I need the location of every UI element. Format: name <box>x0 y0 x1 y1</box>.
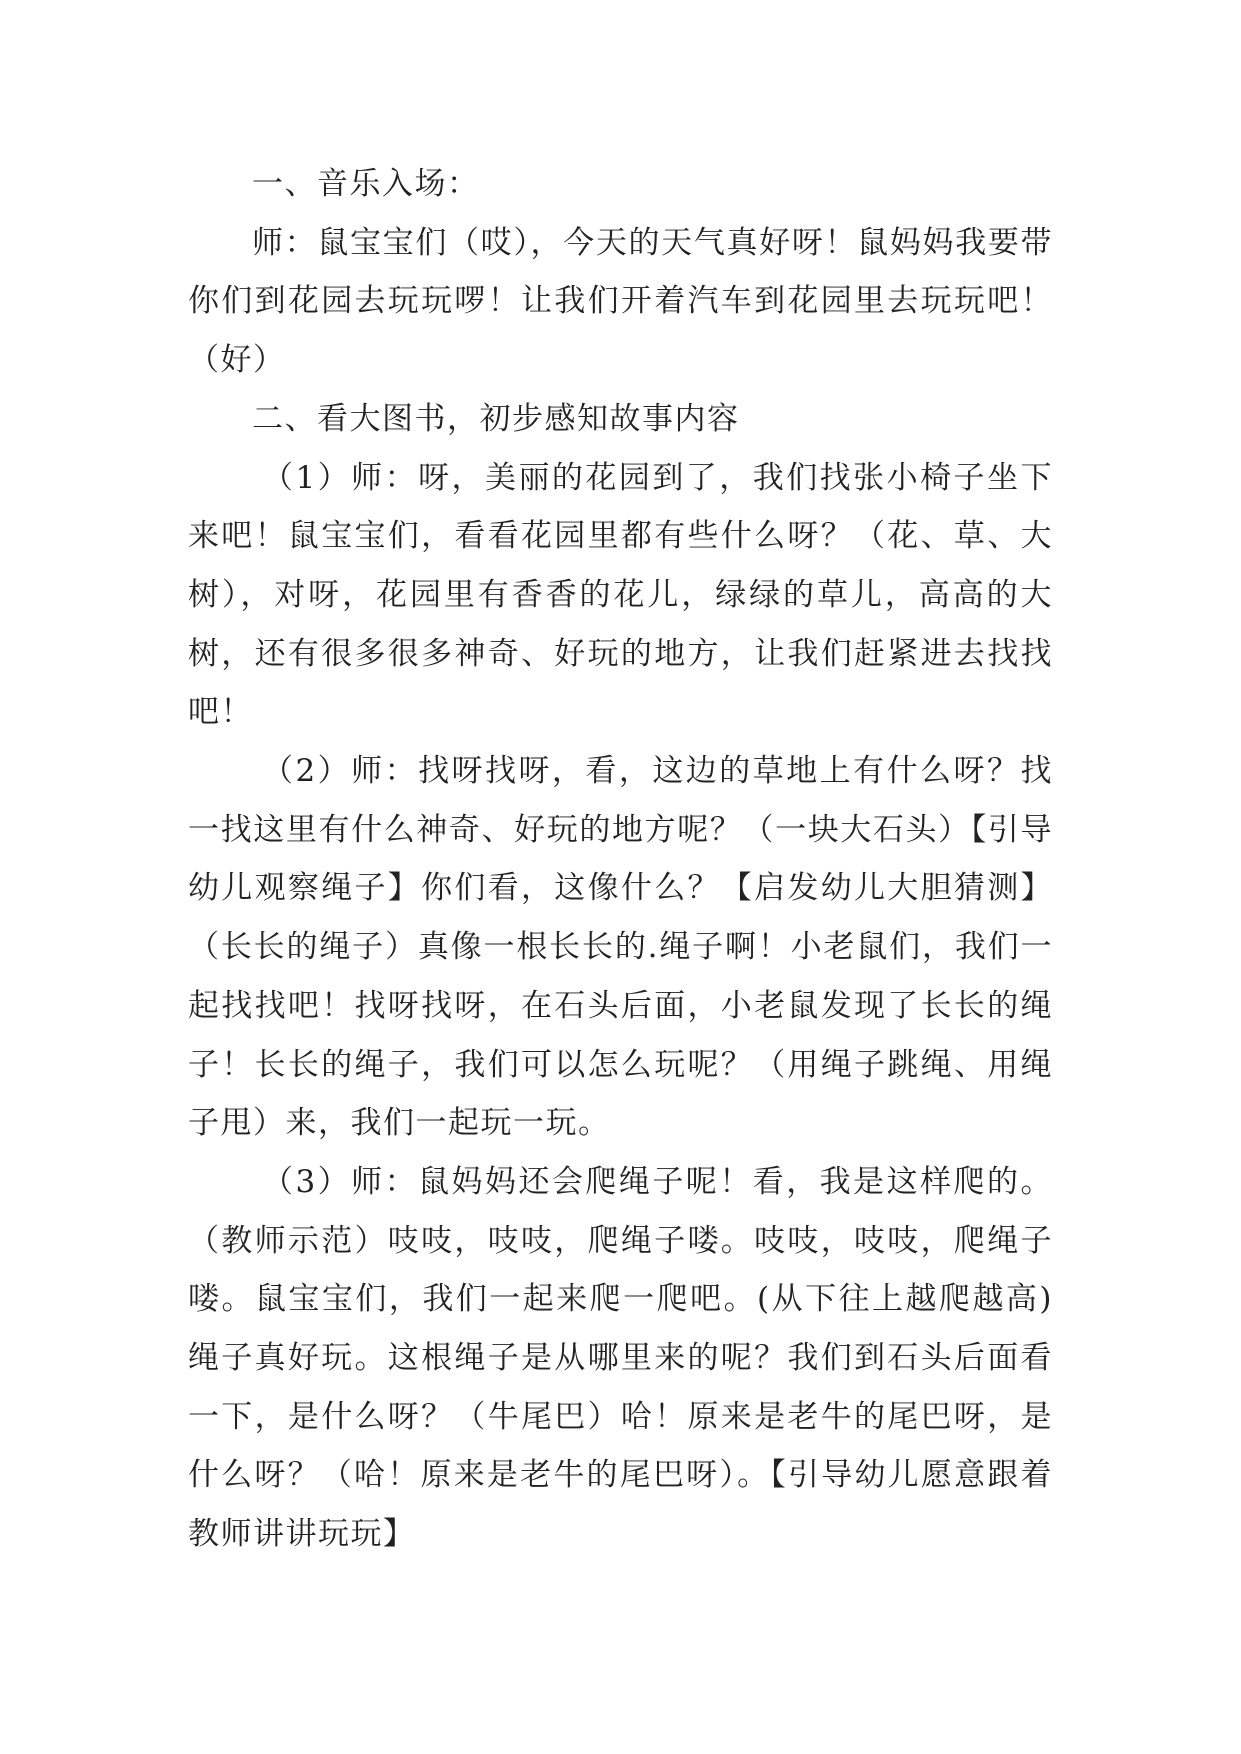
document-body <box>188 155 1053 1564</box>
section-heading-music-entry: 一、音乐入场： <box>252 166 480 202</box>
paragraph-teacher-intro: 师：鼠宝宝们（哎），今天的天气真好呀！鼠妈妈我要带你们到花园去玩玩啰！让我们开着汽车到花园里去玩玩吧！（好） <box>188 224 1053 379</box>
paragraph-step-1: （1）师：呀，美丽的花园到了，我们找张小椅子坐下来吧！鼠宝宝们，看看花园里都有些什么呀？（花、草、大树），对呀，花园里有香香的花儿，绿绿的草儿，高高的大树，还有很多很多神奇、好玩的地方，让我们赶紧进去找找吧！ <box>188 459 1053 731</box>
paragraph-step-2: （2）师：找呀找呀，看，这边的草地上有什么呀？找一找这里有什么神奇、好玩的地方呢？（一块大石头）【引导幼儿观察绳子】你们看，这像什么？【启发幼儿大胆猜测】（长长的绳子）真像一根长长的.绳子啊！小老鼠们，我们一起找找吧！找呀找呀，在石头后面，小老鼠发现了长长的绳子！长长的绳子，我们可以怎么玩呢？（用绳子跳绳、用绳子甩）来，我们一起玩一玩。 <box>188 753 1053 1142</box>
paragraph-step-3: （3）师：鼠妈妈还会爬绳子呢！看，我是这样爬的。（教师示范）吱吱，吱吱，爬绳子喽。吱吱，吱吱，爬绳子喽。鼠宝宝们，我们一起来爬一爬吧。(从下往上越爬越高)绳子真好玩。这根绳子是从哪里来的呢？我们到石头后面看一下，是什么呀？（牛尾巴）哈！原来是老牛的尾巴呀，是什么呀？（哈！原来是老牛的尾巴呀）。【引导幼儿愿意跟着教师讲讲玩玩】 <box>188 1163 1053 1553</box>
section-heading-big-picture-book: 二、看大图书，初步感知故事内容 <box>252 400 740 437</box>
